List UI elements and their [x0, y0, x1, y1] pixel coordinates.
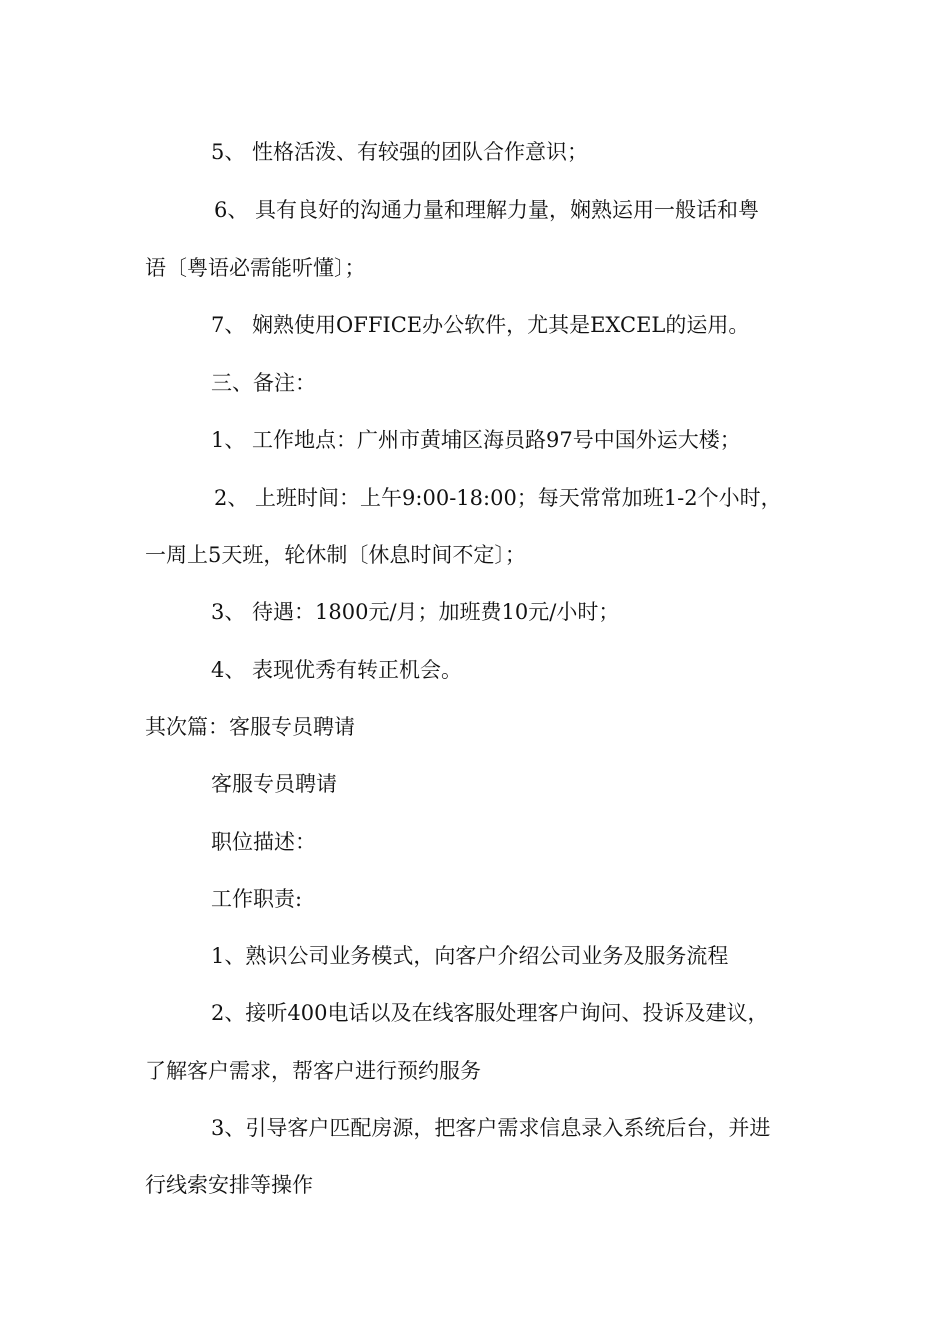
section-title-second-article: 其次篇：客服专员聘请	[145, 715, 355, 739]
section-heading-notes: 三、备注：	[211, 371, 316, 395]
text-line-duty-3: 3、引导客户匹配房源，把客户需求信息录入系统后台，并进	[211, 1116, 771, 1140]
text-line-note-3: 3、 待遇：1800元/月；加班费10元/小时；	[211, 600, 620, 624]
text-line-duty-2-cont: 了解客户需求，帮客户进行预约服务	[145, 1059, 481, 1083]
text-line-requirement-6: 6、 具有良好的沟通力量和理解力量，娴熟运用一般话和粤	[214, 198, 760, 222]
text-line-duty-3-cont: 行线索安排等操作	[145, 1173, 313, 1197]
job-title: 客服专员聘请	[211, 772, 337, 796]
text-line-note-2: 2、 上班时间：上午9:00-18:00；每天常常加班1-2个小时，	[214, 486, 782, 510]
text-line-note-4: 4、 表现优秀有转正机会。	[211, 658, 463, 682]
heading-responsibilities: 工作职责:	[211, 887, 303, 911]
text-line-requirement-6-cont: 语〔粤语必需能听懂〕；	[145, 256, 366, 280]
text-line-duty-2: 2、接听400电话以及在线客服处理客户询问、投诉及建议，	[211, 1001, 769, 1025]
text-line-note-2-cont: 一周上5天班，轮休制〔休息时间不定〕；	[145, 543, 526, 567]
text-line-requirement-7: 7、 娴熟使用OFFICE办公软件，尤其是EXCEL的运用。	[211, 313, 750, 337]
text-line-duty-1: 1、熟识公司业务模式，向客户介绍公司业务及服务流程	[211, 944, 729, 968]
text-line-note-1: 1、 工作地点：广州市黄埔区海员路97号中国外运大楼；	[211, 428, 741, 452]
text-line-requirement-5: 5、 性格活泼、有较强的团队合作意识；	[211, 140, 589, 164]
heading-job-description: 职位描述：	[211, 830, 316, 854]
